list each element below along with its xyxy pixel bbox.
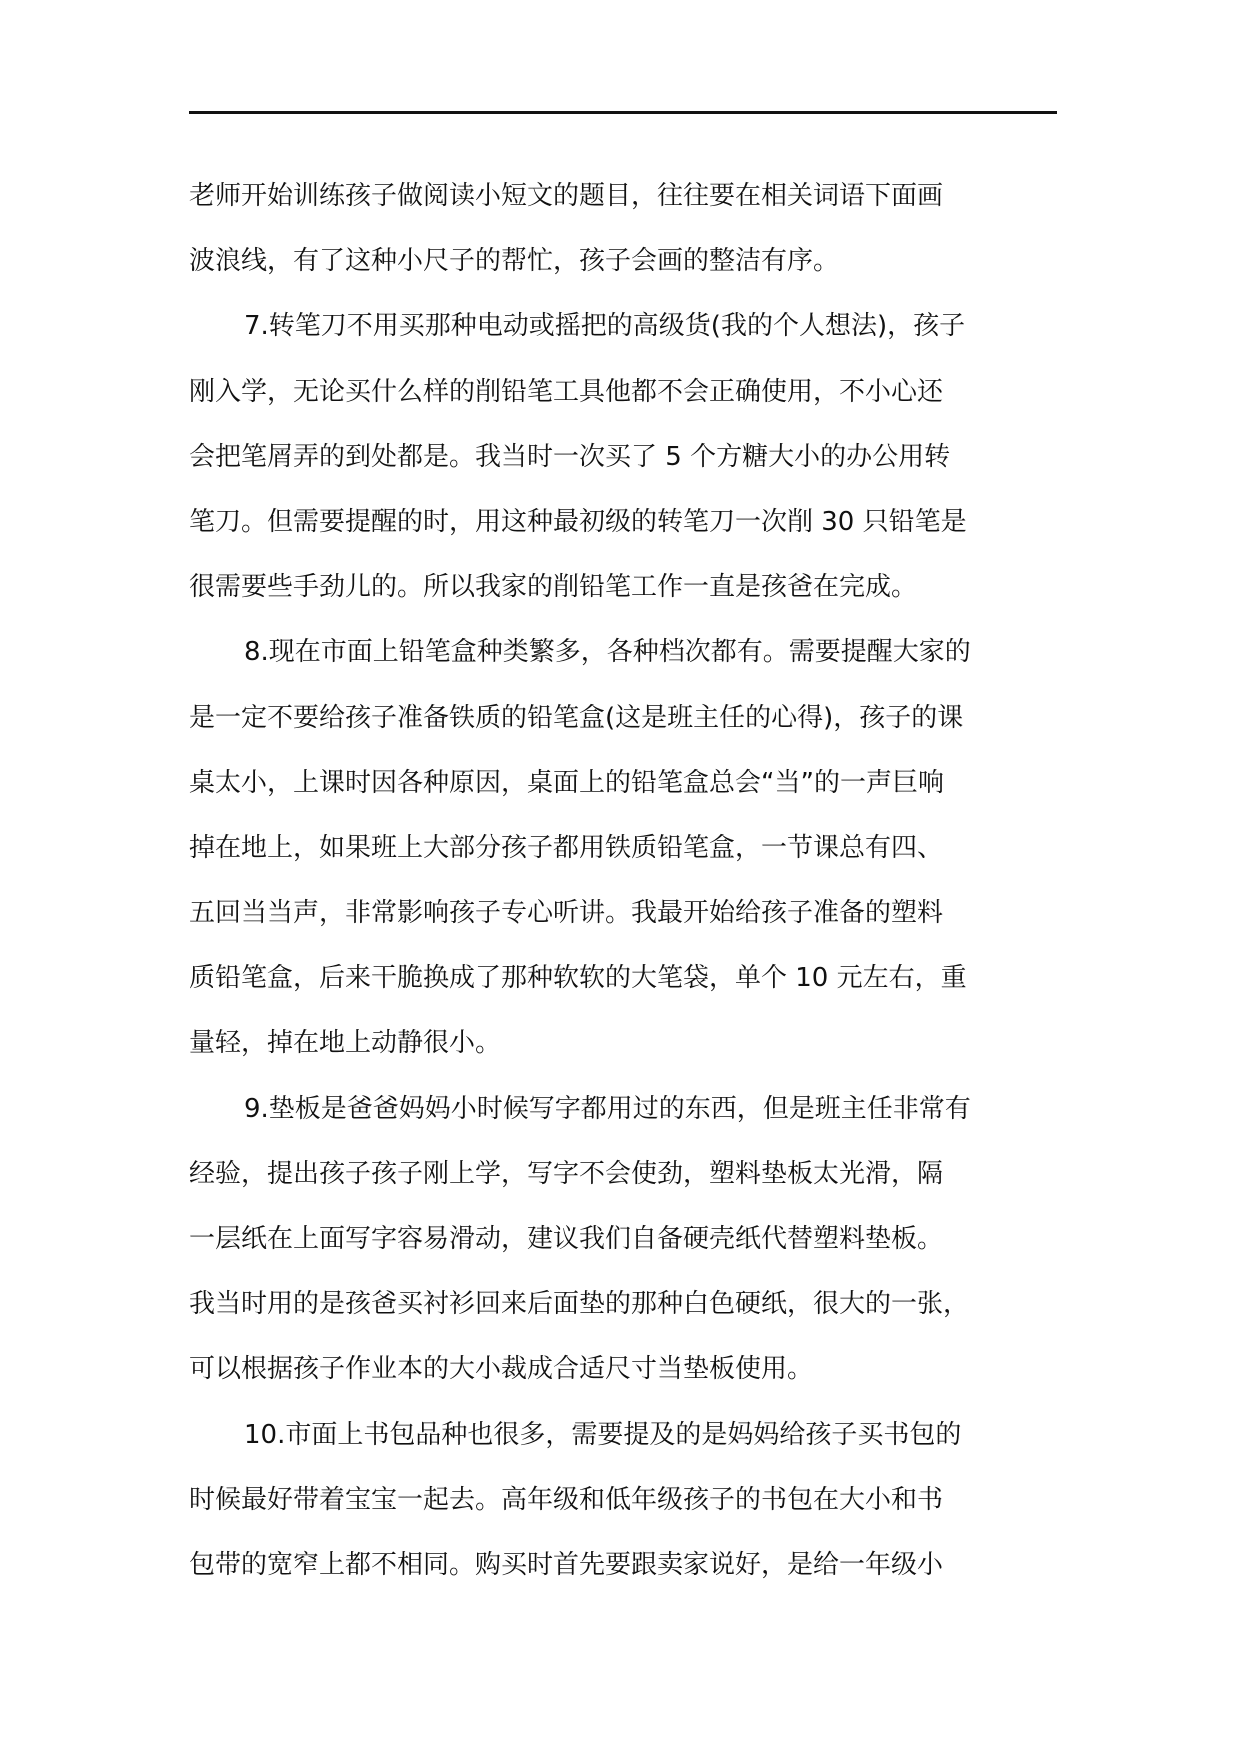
text-line: 桌太小，上课时因各种原因，桌面上的铅笔盒总会“当”的一声巨响 (189, 767, 944, 798)
text-line: 一层纸在上面写字容易滑动，建议我们自备硬壳纸代替塑料垫板。 (189, 1224, 944, 1254)
text-line: 7.转笔刀不用买那种电动或摇把的高级货(我的个人想法)，孩子 (244, 311, 966, 342)
text-line: 经验，提出孩子孩子刚上学，写字不会使劲，塑料垫板太光滑，隔 (189, 1158, 944, 1189)
text-line: 笔刀。但需要提醒的时，用这种最初级的转笔刀一次削 30 只铅笔是 (189, 506, 967, 537)
text-line: 质铅笔盒，后来干脆换成了那种软软的大笔袋，单个 10 元左右，重 (189, 963, 967, 994)
text-line: 是一定不要给孩子准备铁质的铅笔盒(这是班主任的心得)，孩子的课 (189, 702, 964, 733)
text-line: 8.现在市面上铅笔盒种类繁多，各种档次都有。需要提醒大家的 (244, 637, 971, 668)
text-line: 老师开始训练孩子做阅读小短文的题目，往往要在相关词语下面画 (189, 181, 944, 211)
text-line: 波浪线，有了这种小尺子的帮忙，孩子会画的整洁有序。 (189, 246, 840, 277)
header-rule (189, 111, 1057, 114)
text-line: 10.市面上书包品种也很多，需要提及的是妈妈给孩子买书包的 (244, 1419, 962, 1450)
text-line: 刚入学，无论买什么样的削铅笔工具他都不会正确使用，不小心还 (189, 376, 944, 407)
text-line: 很需要些手劲儿的。所以我家的削铅笔工作一直是孩爸在完成。 (189, 572, 918, 603)
text-line: 会把笔屑弄的到处都是。我当时一次买了 5 个方糖大小的办公用转 (189, 441, 951, 472)
text-line: 我当时用的是孩爸买衬衫回来后面垫的那种白色硬纸，很大的一张， (189, 1289, 970, 1320)
text-line: 时候最好带着宝宝一起去。高年级和低年级孩子的书包在大小和书 (189, 1484, 944, 1515)
text-line: 包带的宽窄上都不相同。购买时首先要跟卖家说好，是给一年级小 (189, 1549, 944, 1580)
text-line: 可以根据孩子作业本的大小裁成合适尺寸当垫板使用。 (189, 1354, 814, 1385)
text-line: 五回当当声，非常影响孩子专心听讲。我最开始给孩子准备的塑料 (189, 898, 944, 929)
document-body (189, 164, 1069, 1598)
text-line: 9.垫板是爸爸妈妈小时候写字都用过的东西，但是班主任非常有 (244, 1093, 971, 1124)
text-line: 量轻，掉在地上动静很小。 (189, 1028, 502, 1059)
text-line: 掉在地上，如果班上大部分孩子都用铁质铅笔盒，一节课总有四、 (189, 832, 944, 863)
